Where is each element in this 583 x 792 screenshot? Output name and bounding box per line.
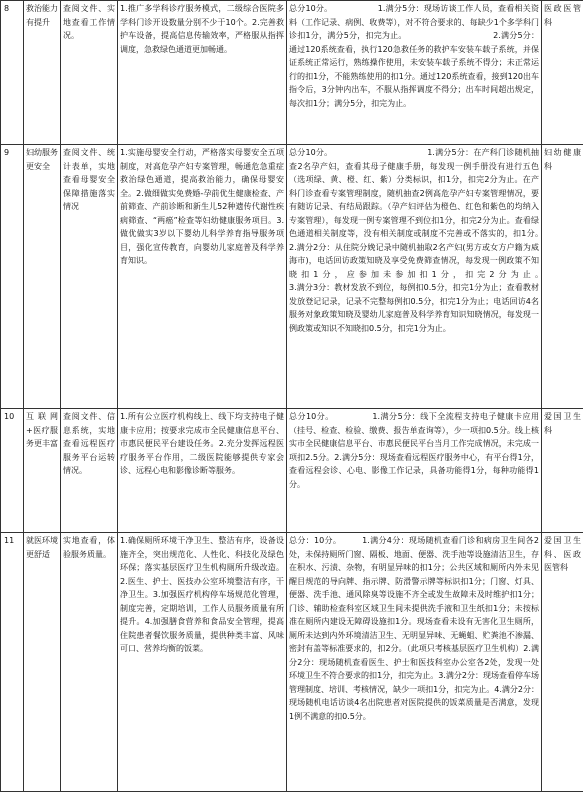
item-name: 就医环境更舒适 [24,533,61,792]
standard-text: 1.确保厕所环境干净卫生、整洁有序，设备设施齐全，突出规范化、人性化、科技化及绿色环保；落实基层医疗卫生机构厕所升级改造。2.医生、护士、医技办公室环境整洁有序，干净卫生。3.加强医疗机构停车场规范化管理，制度完善，定期培训，工作人员服务质量有所提升。4.加强膳食营养和食品安全管理，提高住院患者餐饮服务质量，提供种类丰富、风味可口、营养均衡的饭菜。 [118,533,287,792]
check-method: 查阅文件、实地查看工作情况。 [61,1,118,145]
table-row [1,533,583,792]
responsible-dept: 爱国卫生科 [542,409,583,533]
table-row [1,1,583,145]
check-method: 查阅文件、统计表单，实地查看母婴安全保障措施落实情况 [61,145,118,409]
standard-text: 1.所有公立医疗机构线上、线下均支持电子健康卡应用；按要求完成市全民健康信息平台、市惠民便民平台建设任务。2.充分发挥远程医疗服务平台作用，二级医院能够提供专家会诊、远程心电和影像诊断等服务。 [118,409,287,533]
table-row [1,145,583,409]
scoring-text: 总分10分。 1.满分5分：在产科门诊随机抽查2名孕产妇，查看其母子健康手册，每发现一例手册没有进行五色（选项绿、黄、橙、红、紫）分类标识，扣1分，扣完2分为止。在产科门诊查看专案管理制度，随机抽查2例高危孕产妇专案管理情况，要有随访记录、有结局跟踪。（孕产妇评估为橙色、红色和紫色的均纳入专案管理），每发现一例专案管理不到位扣1分，扣完2分为止。查看绿色通道相关制度等，没有相关制度或制度不完善或不落实的，扣1分。 2.满分2分：从住院分娩记录中随机抽取2名产妇(男方或女方户籍为威海市)，电话回访政策知晓及享受免费筛查情况，每发现一例政策不知晓扣1分，应参加未参加扣1分，扣完2分为止。 3.满分3分：教材发放不到位，每例扣0.5分，扣完1分为止；查看教材发放登记记录，记录不完整每例扣0.5分，扣完1分为止；电话回访4名服务对象政策知晓及婴幼儿家庭普及科学养育知识知晓情况，每发现一例政策或知识不知晓扣0.5分，扣完1分为止。 [287,145,542,409]
row-number: 11 [1,533,24,792]
table-row [1,409,583,533]
scoring-text: 总分10分。 1.满分5分：现场访谈工作人员，查看相关资料（工作记录、病例、收费等），对不符合要求的、每缺少1个多学科门诊扣1分，满分5分，扣完为止。 2.满分5分：通过120系统查看，执行120急救任务的救护车安装车载子系统，并保证系统正常运行，熟练操作使用，未安装车载子系统不得分；未正常运行的扣1分，不能熟练使用的扣1分。通过120系统查看，接到120出车指令后，3分钟内出车，不服从指挥调度不得分；出车时间超出规定，每次扣1分；满分5分，扣完为止。 [287,1,542,145]
responsible-dept: 妇幼健康科 [542,145,583,409]
scoring-text: 总分10分。 1.满分5分：线下全流程支持电子健康卡应用（挂号、检查、检验、缴费、报告单查询等），少一项扣0.5分。线上核实市全民健康信息平台、市惠民便民平台当月工作完成情况，未完成一项扣2.5分。2.满分5分：现场查看远程医疗服务中心，有平台得1分，查看远程会诊、心电、影像工作记录，具备功能得1分，每种功能得1分。 [287,409,542,533]
responsible-dept: 爱国卫生科、医政医管科 [542,533,583,792]
standard-text: 1.实施母婴安全行动，严格落实母婴安全五项制度，对高危孕产妇专案管理，畅通危急重症救治绿色通道，提高救治能力，确保母婴安全。2.做细做实免费婚-孕前优生健康检查、产前筛查、产前诊断和新生儿52种遗传代谢性疾病筛查、“两癌”检查等妇幼健康服务项目。3.做优做实3岁以下婴幼儿科学养育指导服务项目，强化宣传教育，向婴幼儿家庭普及科学养育知识。 [118,145,287,409]
check-method: 查阅文件、信息系统，实地查看远程医疗服务平台运转情况。 [61,409,118,533]
row-number: 9 [1,145,24,409]
scoring-text: 总分：10分。 1.满分4分：现场随机查看门诊和病房卫生间各2处，未保持厕所门窗、隔板、地面、便器、洗手池等设施清洁卫生，存在积水、污渍、杂物，有明显异味的扣1分；公共区域和厕所内外未见醒目规范的导向牌、指示牌、防滑警示牌等标识扣1分；门窗、灯具、便器、洗手池、通风除臭等设施不齐全或发生故障未及时维护扣1分；门诊、辅助检查科室区域卫生间未提供洗手液和卫生纸扣1分；未按标准在厕所内建设无障碍设施扣1分。现场查看未设有无害化卫生厕所，厕所未达到内外环境清洁卫生、无明显异味、无蝇蛆、贮粪池不渗漏、密封有盖等标准要求的，扣2分。（此项只考核基层医疗卫生机构）2.满分2分：现场随机查看医生、护士和医技科室办公室各2处，发现一处环境卫生不符合要求的扣1分，扣完为止。3.满分2分：现场查看停车场管理制度、培训、考核情况，缺少一项扣1分，扣完为止。4.满分2分：现场随机电话访谈4名出院患者对医院提供的饭菜质量是否满意，发现1例不满意的扣0.5分。 [287,533,542,792]
row-number: 8 [1,1,24,145]
item-name: 妇幼服务更安全 [24,145,61,409]
item-name: 救治能力有提升 [24,1,61,145]
item-name: 互联网+医疗服务更丰富 [24,409,61,533]
row-number: 10 [1,409,24,533]
responsible-dept: 医政医管科 [542,1,583,145]
standard-text: 1.推广多学科诊疗服务模式，二级综合医院多学科门诊开设数量分别不少于10个。2.完善救护车设备，提高信息传输效率，严格服从指挥调度，急救绿色通道更加畅通。 [118,1,287,145]
check-method: 实地查看，体验服务质量。 [61,533,118,792]
